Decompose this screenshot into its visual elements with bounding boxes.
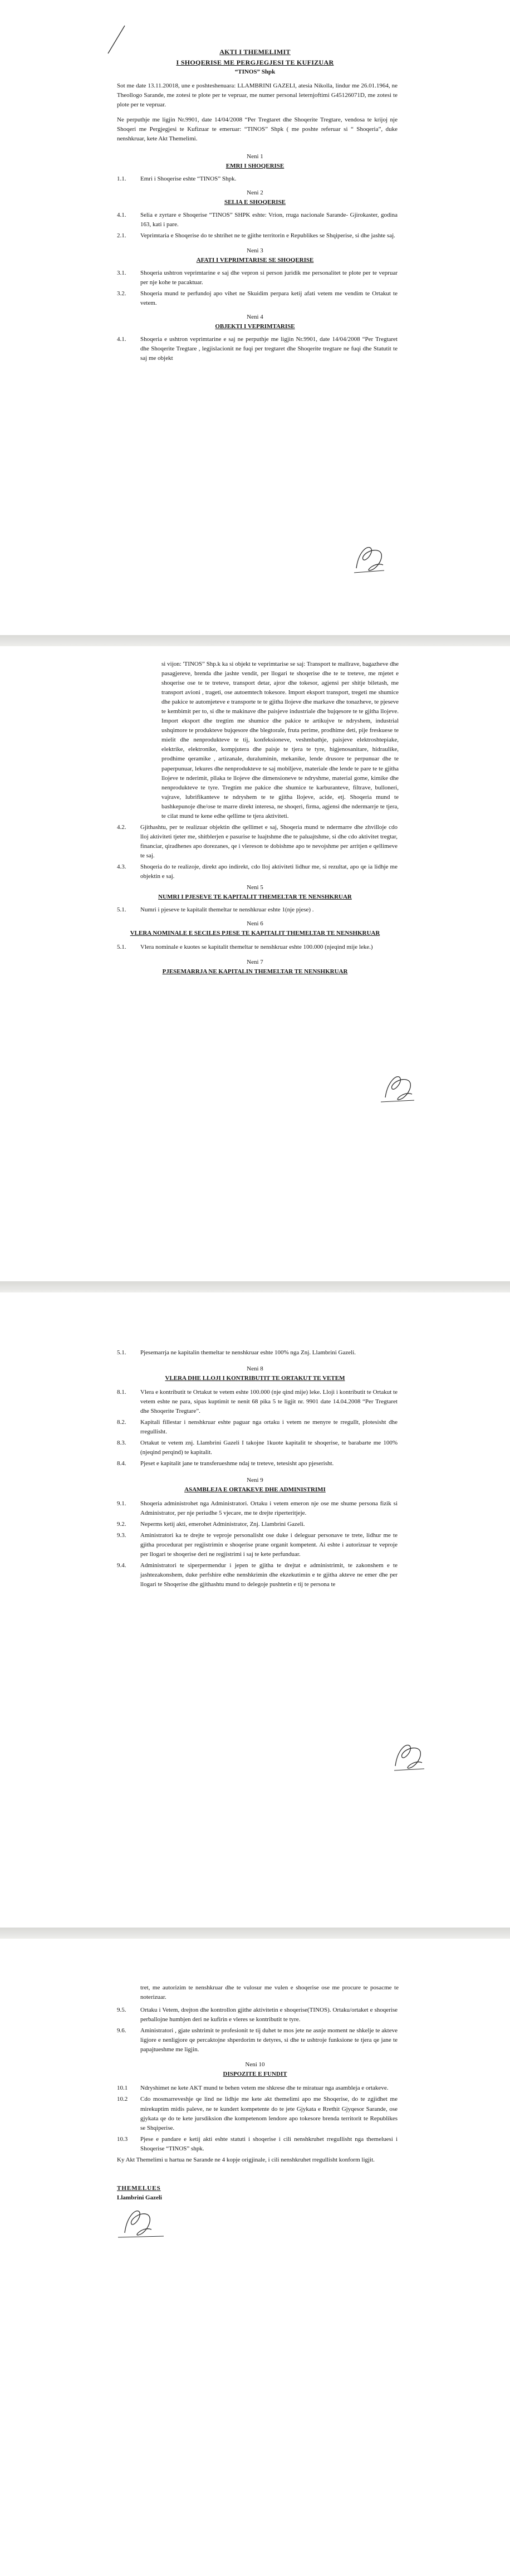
clause-3-2: [0, 289, 510, 308]
clause-number: 8.1.: [117, 1389, 126, 1396]
doc-title: AKTI I THEMELIMIT: [219, 48, 291, 56]
clause-text: Vlera nominale e kuotes se kapitalit themeltar te nenshkruar eshte 100.000 (njeqind mije leke.): [140, 944, 373, 951]
clause-number: 10.2: [117, 2096, 128, 2103]
article-1-title: EMRI I SHOQERISE: [225, 162, 285, 169]
clause-6-1: [0, 943, 510, 952]
page-4-content: [0, 1983, 510, 2244]
clause-7-1: [0, 1348, 510, 1358]
clause-number: 9.6.: [117, 2027, 126, 2035]
clause-text: Gjithashtu, per te realizuar objektin dhe qellimet e saj, Shoqeria mund te ndermarre dhe zhvilloje cdo lloj aktiviteti tjeter me, shitblerjen e pasurise te luajtshme dhe te paluajtshme, si dhe cdo aktivitet tregtar, financiar, qiradhenes apo dorezanes, qe i vlereson te dobishme apo te nevojshme per arritjen e qellimeve te saj.: [140, 823, 398, 859]
clause-9-6: [0, 2026, 510, 2055]
clause-8-1: [0, 1388, 510, 1416]
article-10-number: Neni 10: [245, 2061, 265, 2068]
article-5-number: Neni 5: [247, 884, 263, 891]
clause-8-2: [0, 1418, 510, 1437]
article-6-number: Neni 6: [247, 920, 263, 928]
clause-text: Pjese e pandare e ketij akti eshte statuti i shoqerise i cili nenshkruhet rregullisht nga themeluesi i Shoqerise “TINOS” shpk.: [140, 2135, 398, 2152]
article-10-title: DISPOZITE E FUNDIT: [223, 2071, 287, 2078]
clause-number: 4.2.: [117, 823, 126, 831]
article-5-title: NUMRI I PJESEVE TE KAPITALIT THEMELTAR TE NENSHKRUAR: [158, 894, 352, 901]
clause-9-4-continued: tret, me autorizim te nenshkruar dhe te vulosur me vulen e shoqerise ose me procure te posacme te noterizuar.: [140, 1984, 399, 2001]
company-name: “TINOS” Shpk: [234, 69, 276, 76]
clause-number: 5.1.: [117, 944, 126, 951]
clause-text: Ortakut te vetem znj. Llambrini Gazeli I takojne 1kuote kapitalit te shoqerise, te barabarte me 100% (njeqind perqind) te kapitalit.: [140, 1440, 398, 1456]
clause-8-3: [0, 1438, 510, 1457]
clause-10-3: [0, 2135, 510, 2154]
clause-number: 9.2.: [117, 1520, 126, 1528]
clause-number: 5.1.: [117, 906, 126, 914]
clause-text: Aministratori , gjate ushtrimit te profesionit te tij duhet te mos jete ne asnje moment ne shkelje te akteve ligjore e nenligjore qe percaktojne shperdorim te detyres, si dhe te ushtroje funksione te tjera qe jane te papajtueshme me ligjin.: [140, 2027, 398, 2053]
clause-text: Selia e zyrtare e Shoqerise “TINOS” SHPK eshte: Vrion, rruga nacionale Sarande- Gjirokaster, godina 163, kati i pare.: [140, 211, 398, 228]
article-9-number: Neni 9: [247, 1476, 263, 1484]
article-1-number: Neni 1: [247, 153, 263, 160]
page-separator: [0, 1928, 510, 1939]
article-2-title: SELIA E SHOQERISE: [224, 198, 286, 206]
clause-10-2: [0, 2095, 510, 2133]
clause-number: 8.2.: [117, 1419, 126, 1426]
founder-label: THEMELUES: [117, 2184, 161, 2192]
clause-9-4: [0, 1561, 510, 1589]
article-6-title: VLERA NOMINALE E SECILES PJESE TE KAPITALIT THEMELTAR TE NENSHKRUAR: [130, 930, 380, 937]
clause-text: Administratori te siperpermendur i jepen te gjitha te drejtat e administrimit, te zakonshem e te jashtezakonshem, duke perfshire edhe nenshkrimin dhe ekzekutimin e te gjitha akteve ne emer dhe per llogari te Shoqerise dhe gjithashtu mund to delegoje pushtetin e tij te persona te: [140, 1562, 398, 1588]
clause-text: Shoqeria mund te perfundoj apo vihet ne Skuidim perpara ketij afati vetem me vendim te Ortakut te vetem.: [140, 290, 398, 307]
founder-signature: [117, 2205, 167, 2241]
clause-text: Shoqeria administrohet nga Administratori. Ortaku i vetem emeron nje ose me shume persona fizik si Administrator, per nje periudhe 5 vjecare, me te drejte riperteritjeje.: [140, 1500, 398, 1516]
clause-number: 2.1.: [117, 232, 126, 239]
signature-initials: [379, 1070, 419, 1105]
clause-4-3: [0, 862, 510, 881]
clause-text: Shoqeria do te realizoje, direkt apo indirekt, cdo lloj aktiviteti lidhur me, si rezultat, apo qe ia lidhje me objektin e saj.: [140, 863, 398, 880]
intro-paragraph-2: Ne perputhje me ligjin Nr.9901, date 14/04/2008 “Per Tregtaret dhe Shoqerite Tregtare, vendosa te krijoj nje Shoqeri me Pergjegjesi te Kufizuar te emeruar: “TINOS” Shpk ( me poshte referuar si “ Shoqeria”, duke nenshkruar, kete Akt Themelimi.: [117, 116, 398, 143]
article-8-number: Neni 8: [247, 1365, 263, 1373]
clause-text: Shoqeria ushtron veprimtarine e saj dhe vepron si person juridik me personalitet te plote per te vepruar per nje kohe te pacaktuar.: [140, 269, 398, 286]
page-separator: [0, 635, 510, 646]
page-2-content: [0, 660, 510, 977]
clause-4-1-object: [0, 335, 510, 363]
article-9-title: ASAMBLEJA E ORTAKEVE DHE ADMINISTRIMI: [184, 1486, 326, 1493]
clause-4-2: [0, 823, 510, 861]
clause-number: 1.1.: [117, 175, 126, 182]
clause-text: Vlera e kontributit te Ortakut te vetem eshte 100.000 (nje qind mije) leke. Lloji i kontributit te Ortakut te vetem eshte ne para, sipas kuptimit te nenit 68 pika 5 te ligjit nr. 9901 date 14.04.2008 “Per Tregtaret dhe Shoqerite Tregtare”.: [140, 1389, 398, 1415]
clause-5-1: [0, 905, 510, 915]
clause-text: Aministratori ka te drejte te veproje personalisht ose duke i deleguar personave te trete, lidhur me te gjitha procedurat per regjistrimin e shoqerise prane organit kompetent. Ai eshte i autorizuar te veproje per llogari te shoqerise deri ne regjistrimi i saj te kete perfunduar.: [140, 1531, 398, 1558]
clause-number: 8.3.: [117, 1440, 126, 1447]
clause-text: Pjesemarrja ne kapitalin themeltar te nenshkruar eshte 100% nga Znj. Llambrini Gazeli.: [140, 1349, 356, 1356]
page-2: [0, 646, 510, 1281]
clause-text: Pjeset e kapitalit jane te transferueshme ndaj te treteve, tetesisht apo pjeserisht.: [140, 1460, 334, 1467]
object-description: si vijon: 'TINOS” Shp.k ka si objekt te veprimtarise se saj: Transport te mallrave, bagazheve dhe pasagjereve, brenda dhe jashte vendit, per llogari te shoqerise dhe te te treteve, me mjetet e shoqerise ose te te treteve, transport detar, ajror dhe tokesor, agjensi per shitje biletash, me transport avioni , trageti, ose autoemtech tokesore. Import eksport transport, tregeti me shumice dhe pakice te automjeteve e transporte te te gjitha llojeve dhe markave dhe tonazheve, te pjeseve te kembimit per to, si dhe te makinave dhe paisjeve industriale dhe bujqesore te te gjitha llojeve. Import eksport dhe tregtim me shumice dhe pakice te artikujve te ndryshem, industrial ushqimore te produkteve bujqesore dhe blegtorale, fruta perime, prodhime deti, pije freskuese te mielit dhe nenprodukteve te tij, konfeksioneve, veshmbathje, paisjeve elektroshtepiake, elektrike, elektronike, kompjutera dhe paisje te tjera te tyre, higjenosanitare, hidraulike, prodhime qeramike , artizanale, duraluminin, mekanike, lende drusore te perpunuar dhe te paperpunuar, lekures dhe nenprodukteve te saj mobiljeve, materiale dhe lende te pare te te gjitha llojeve te nderimit, pllaka te llojeve dhe dimensioneve te ndryshme, material gome, kimike dhe nenprodukteve te tyre. Tregtim me pakice dhe shumice te karburanteve, filtrave, bulloneri, vajrave, lubrifikanteve te ndryshem te te gjitha llojeve, acide, etj. Shoqeria mund te bashkepunoje dhe/ose te marre direkt interesa, ne shoqeri, firma, agjensi dhe ndermarrje te tjera, te cilat mund te kene edhe qellime te tjera aktiviteti.: [161, 661, 399, 819]
page-1-content: [0, 47, 510, 365]
intro-paragraph-1: Sot me date 13.11.20018, une e poshteshenuara: LLAMBRINI GAZELI, atesia Nikolla, lindur me 26.01.1964, ne Theollogo Sarande, me zotesi te plote per te vepruar, me numer personal leternjoftimi G45126071D, me zotesi te plote per te vepruar.: [117, 82, 398, 109]
clause-8-4: [0, 1459, 510, 1468]
article-4-title: OBJEKTI I VEPRIMTARISE: [215, 323, 295, 330]
article-4-number: Neni 4: [247, 314, 263, 321]
signature-initials: [351, 540, 391, 576]
clause-text: Numri i pjeseve te kapitalit themeltar te nenshkruar eshte 1(nje pjese) .: [140, 906, 314, 914]
clause-4-1-seat: [0, 211, 510, 230]
clause-text: Cdo mosmarreveshje qe lind ne lidhje me kete akt themelimi apo me Shoqerise, do te zgjidhet me mirekuptim midis paleve, ne te kundert kompetente do te jete Gjykata e Rrethit Gjyqesor Sarande, ose gjykata qe do te kete jursdiksion dhe kompetenom lendore apo tokesore brenda territorit te Republikes se Shqiperise.: [140, 2096, 398, 2131]
article-7-number: Neni 7: [247, 959, 263, 966]
clause-number: 4.3.: [117, 863, 126, 870]
clause-number: 3.1.: [117, 269, 126, 276]
clause-text: Ndryshimet ne kete AKT mund te behen vetem me shkrese dhe te miratuar nga asambleja e ortakeve.: [140, 2085, 389, 2092]
clause-9-3: [0, 1531, 510, 1559]
clause-9-2: [0, 1520, 510, 1529]
clause-9-5: [0, 2006, 510, 2024]
clause-10-1: [0, 2084, 510, 2093]
article-3-number: Neni 3: [247, 247, 263, 254]
article-7-title: PJESEMARRJA NE KAPITALIN THEMELTAR TE NENSHKRUAR: [162, 968, 348, 975]
closing-statement: Ky Akt Themelimi u hartua ne Sarande ne 4 kopje origjinale, i cili nenshkruhet rregullisht konform ligjit.: [117, 2156, 375, 2163]
clause-number: 4.1.: [117, 336, 126, 343]
clause-number: 9.3.: [117, 1531, 126, 1539]
clause-text: Ortaku i Vetem, drejton dhe kontrollon gjithe aktivitetin e shoqerise(TINOS). Ortaku/ortaket e shoqerise perballojne humbjen deri ne kufirin e vleres se kontributit te tyre.: [140, 2007, 398, 2023]
clause-text: Veprimtaria e Shoqerise do te shtrihet ne te gjithe territorin e Republikes se Shqiperise, si dhe jashte saj.: [140, 232, 395, 239]
clause-text: Shoqeria e ushtron veprimtarine e saj ne perputhje me ligjin Nr.9901, date 14/04/2008 “Per Tregtaret dhe Shoqerite Tregtare , legjislacionit ne fuqi per tregtaret dhe Shoqerite tregtare ne fuqi dhe Statutit te saj me objekt: [140, 336, 398, 362]
clause-number: 10.3: [117, 2135, 128, 2143]
article-3-title: AFATI I VEPRIMTARISE SE SHOQERISE: [196, 256, 314, 264]
clause-number: 9.5.: [117, 2007, 126, 2014]
clause-number: 3.2.: [117, 290, 126, 297]
doc-subtitle: I SHOQERISE ME PERGJEGJESI TE KUFIZUAR: [176, 58, 334, 66]
article-2-number: Neni 2: [247, 189, 263, 196]
clause-text: Emri i Shoqerise eshte “TINOS” Shpk.: [140, 175, 237, 182]
clause-1-1: [0, 174, 510, 184]
clause-2-1: [0, 231, 510, 241]
clause-number: 5.1.: [117, 1349, 126, 1356]
clause-number: 9.1.: [117, 1500, 126, 1507]
clause-number: 10.1: [117, 2085, 128, 2092]
article-8-title: VLERA DHE LLOJI I KONTRIBUTIT TE ORTAKUT TE VETEM: [165, 1375, 345, 1382]
clause-3-1: [0, 269, 510, 287]
clause-9-1: [0, 1499, 510, 1518]
clause-text: Kapitali fillestar i nenshkruar eshte paguar nga ortaku i vetem ne menyre te rregullt, plotesisht dhe rregullisht.: [140, 1419, 398, 1436]
clause-number: 9.4.: [117, 1562, 126, 1569]
page-4: [0, 1939, 510, 2576]
clause-number: 8.4.: [117, 1460, 126, 1467]
signature-initials: [390, 1738, 430, 1774]
page-separator: [0, 1281, 510, 1292]
page-1: [0, 0, 510, 635]
founder-name: Llambrini Gazeli: [117, 2194, 162, 2201]
page-3: [0, 1292, 510, 1928]
page-3-content: [0, 1348, 510, 1591]
clause-text: Neperms ketij akti, emerohet Administrator, Znj. Llambrini Gazeli.: [140, 1520, 305, 1528]
clause-number: 4.1.: [117, 211, 126, 218]
